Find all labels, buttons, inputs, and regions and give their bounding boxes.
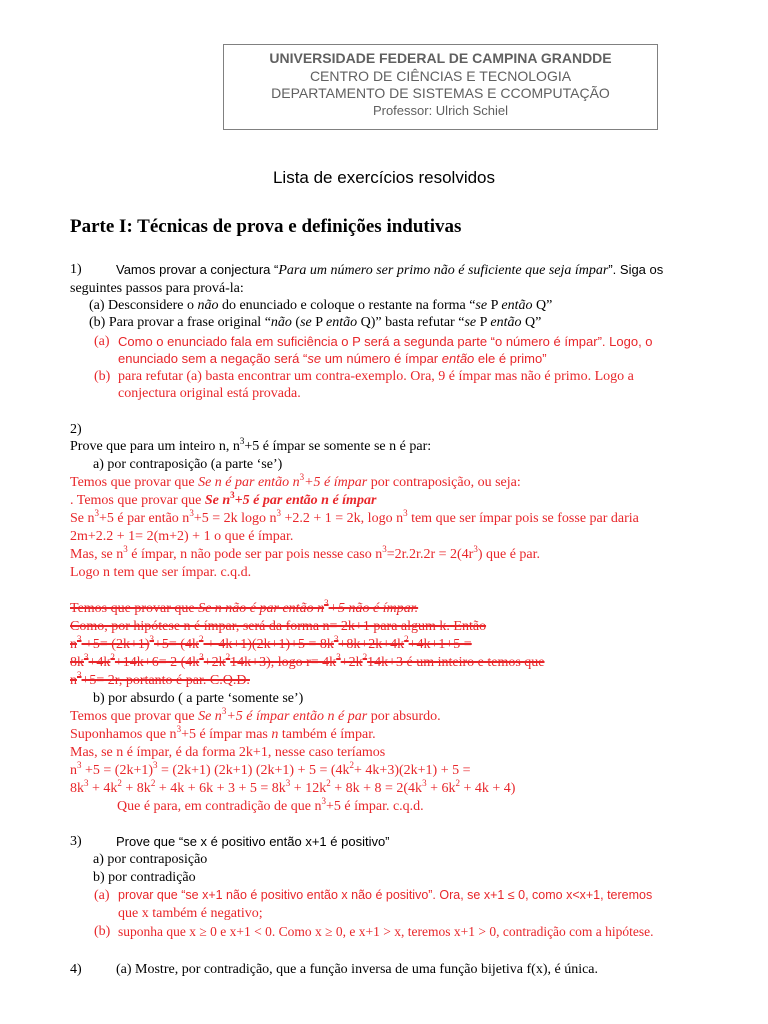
q2-b-line2: Suponhamos que $n^3+5$ é ímpar mas n também é ímpar. xyxy=(70,724,376,742)
q2-statement: Prove que para um inteiro n, $n^3+5$ é ímpar se somente se n é par: xyxy=(70,436,432,454)
q3-number: 3) xyxy=(70,834,82,849)
q2-b-line3: Mas, se n é ímpar, é da forma 2k+1, nesse caso teríamos xyxy=(70,745,386,760)
q3-answer-b-line1: suponha que x ≥ 0 e x+1 < 0. Como x ≥ 0, e x+1 > x, teremos x+1 > 0, contradição com a hipótese. xyxy=(118,924,654,939)
q4-number: 4) xyxy=(70,962,82,977)
q1-answer-a-line2: enunciado sem a negação será “se um número é ímpar então ele é primo” xyxy=(118,351,547,366)
q3-answer-a-label: (a) xyxy=(94,888,110,903)
q2-struck-line1: Temos que provar que Se n não é par então $n^3+5$ não é ímpar. xyxy=(70,598,419,616)
q1-answer-b-line1: para refutar (a) basta encontrar um contra-exemplo. Ora, 9 é ímpar mas não é primo. Logo a xyxy=(118,369,634,384)
q1-answer-a-label: (a) xyxy=(94,334,110,349)
q2-b-line6: Que é para, em contradição de que $n^3+5$ é ímpar. c.q.d. xyxy=(117,796,424,814)
q3-answer-a-line2: que x também é negativo; xyxy=(118,906,263,921)
q3-statement: Prove que “se x é positivo então x+1 é positivo” xyxy=(116,834,390,849)
q2-item-b: b) por absurdo ( a parte ‘somente se’) xyxy=(93,691,304,706)
part-title: Parte I: Técnicas de prova e definições indutivas xyxy=(70,216,462,237)
q2-a-line3: Se $n^3+5$ é par então $n^3+5 = 2k$ logo $n^3 +2.2 + 1 = 2k$, logo $n^3$ tem que ser ímpar pois se fosse par daria xyxy=(70,508,639,526)
department-name: DEPARTAMENTO DE SISTEMAS E CCOMPUTAÇÃO xyxy=(271,85,610,101)
q2-struck-line4: $8k^3+4k^2+14k+6= 2$ $(4k^3+2k^214k+3)$, logo $r= 4k^3+2k^214k+3$ é um inteiro e temos que xyxy=(70,652,545,670)
q1-line2: seguintes passos para prová-la: xyxy=(70,281,244,296)
q2-a-line1: Temos que provar que Se n é par então $n^3+5$ é ímpar por contraposição, ou seja: xyxy=(70,472,521,490)
q2-a-line5: Mas, se $n^3$ é ímpar, n não pode ser par pois nesse caso $n^3=2r.2r.2r = 2(4r^3)$ que é par. xyxy=(70,544,541,562)
q2-struck-line3: $n^3 +5= (2k+1)^3+5= (4k^2 + 4k+1)(2k+1)+5 = 8k^3+8k+2k+4k^2+4k+1+5$ = xyxy=(70,634,472,652)
q3-item-a: a) por contraposição xyxy=(93,852,208,867)
q1-answer-a-line1: Como o enunciado fala em suficiência o P será a segunda parte “o número é ímpar”. Logo, o xyxy=(118,334,653,349)
q2-a-line6: Logo n tem que ser ímpar. c.q.d. xyxy=(70,565,252,580)
q3-answer-b-label: (b) xyxy=(94,924,111,939)
q3-answer-a-line1: provar que “se x+1 não é positivo então x não é positivo”. Ora, se x+1 ≤ 0, como x<x+1, teremos xyxy=(118,888,653,902)
q2-struck-line2: Como, por hipótese n é ímpar, será da forma n= 2k+1 para algum k. Então xyxy=(70,619,487,634)
q2-struck-line5: $n^3+5= 2r$, portanto é par. C.Q.D. xyxy=(70,670,250,688)
q2-b-line5: $8k^3 + 4k^2 + 8k^2 + 4k + 6k + 3 + 5 = 8k^3 + 12k^2 + 8k + 8 = 2(4k^3 + 6k^2 + 4k + 4)$ xyxy=(70,778,516,796)
q2-b-line4: $n^3 +5 = (2k+1)^3 = (2k+1)$ (2k+1) $(2k+1) + 5 = (4k^2+ 4k+3)(2k+1) + 5$ = xyxy=(70,760,471,778)
q1-answer-b-line2: conjectura original está provada. xyxy=(118,386,301,401)
q1-number: 1) xyxy=(70,262,82,277)
q4-statement: (a) Mostre, por contradição, que a função inversa de uma função bijetiva f(x), é única. xyxy=(116,962,599,977)
professor-name: Professor: Ulrich Schiel xyxy=(372,103,509,118)
university-name: UNIVERSIDADE FEDERAL DE CAMPINA GRANDDE xyxy=(269,50,612,66)
center-name: CENTRO DE CIÊNCIAS E TECNOLOGIA xyxy=(309,68,572,84)
document-title: Lista de exercícios resolvidos xyxy=(272,168,496,187)
q2-b-line1: Temos que provar que Se $n^3+5$ é ímpar então n é par por absurdo. xyxy=(70,706,441,724)
q1-step-a: (a) Desconsidere o não do enunciado e coloque o restante na forma “se P então Q” xyxy=(89,298,553,313)
q1-line1: Vamos provar a conjectura “Para um número ser primo não é suficiente que seja ímpar”. Siga os xyxy=(116,262,664,278)
q2-a-line4: 2m+2.2 + 1= 2(m+2) + 1 o que é ímpar. xyxy=(70,529,294,544)
header-box xyxy=(223,44,658,130)
q1-answer-b-label: (b) xyxy=(94,369,111,384)
q1-step-b: (b) Para provar a frase original “não (se P então Q)” basta refutar “se P então Q” xyxy=(89,315,542,330)
q2-a-line2: . Temos que provar que Se $n^3+5$ é par então n é ímpar xyxy=(70,490,377,508)
q3-item-b: b) por contradição xyxy=(93,870,196,885)
q2-item-a: a) por contraposição (a parte ‘se’) xyxy=(93,457,283,472)
q2-number: 2) xyxy=(70,422,82,437)
